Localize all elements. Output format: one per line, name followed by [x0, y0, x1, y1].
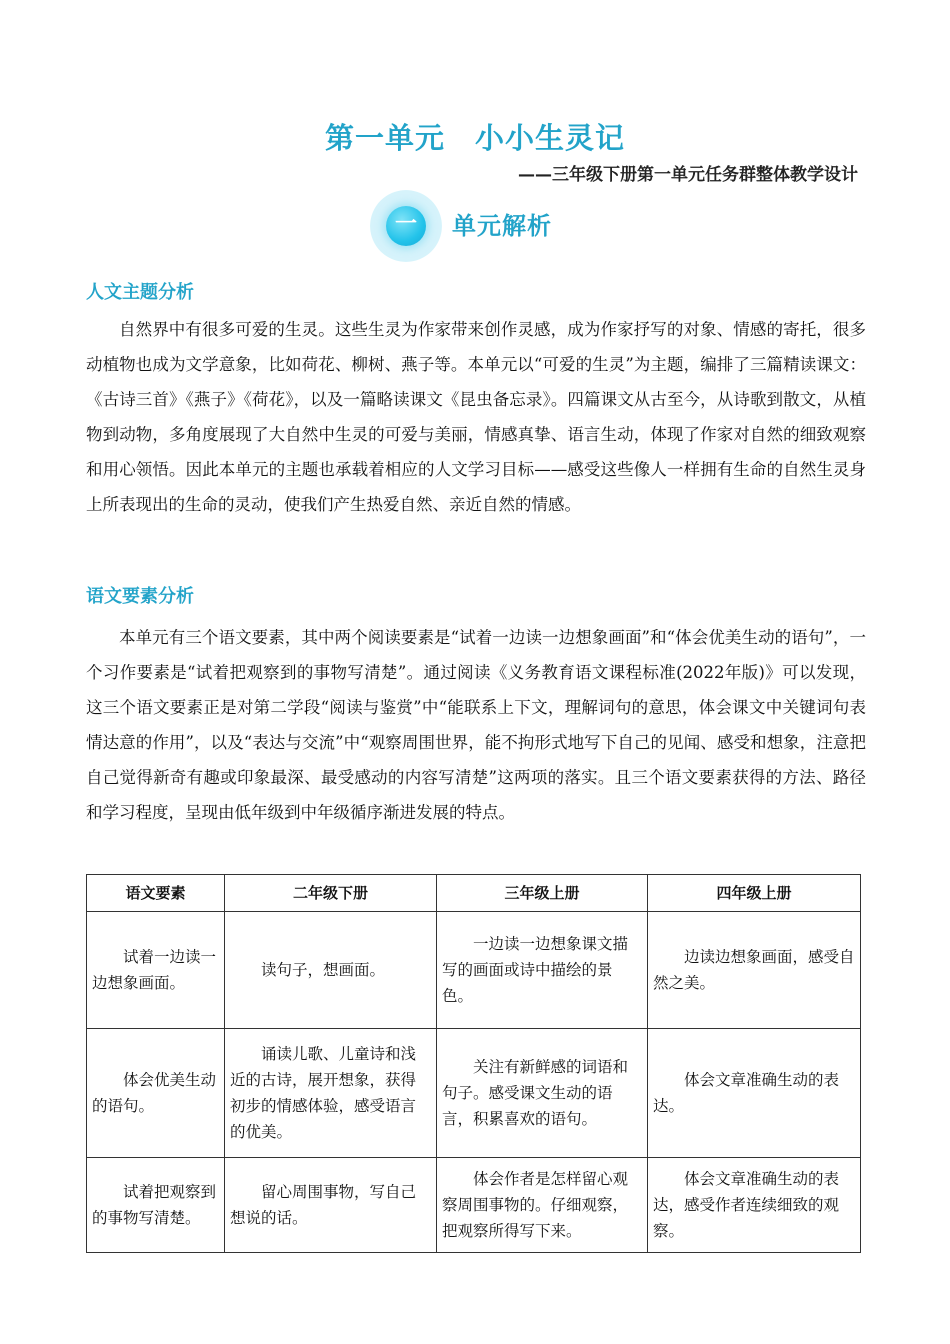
table-cell: 留心周围事物，写自己想说的话。 — [225, 1158, 437, 1253]
humanities-heading: 人文主题分析 — [86, 282, 194, 303]
title-theme: 小小生灵记 — [475, 121, 626, 155]
table-header-cell: 四年级上册 — [648, 875, 861, 912]
table-header-cell: 二年级下册 — [225, 875, 437, 912]
humanities-paragraph: 自然界中有很多可爱的生灵。这些生灵为作家带来创作灵感，成为作家抒写的对象、情感的寄托，很多动植物也成为文学意象，比如荷花、柳树、燕子等。本单元以“可爱的生灵”为主题，编排了三篇精读课文：《古诗三首》《燕子》《荷花》，以及一篇略读课文《昆虫备忘录》。四篇课文从古至今，从诗歌到散文，从植物到动物，多角度展现了大自然中生灵的可爱与美丽，情感真挚、语言生动，体现了作家对自然的细致观察和用心领悟。因此本单元的主题也承载着相应的人文学习目标——感受这些像人一样拥有生命的自然生灵身上所表现出的生命的灵动，使我们产生热爱自然、亲近自然的情感。 — [86, 320, 866, 514]
table-cell: 体会文章准确生动的表达，感受作者连续细致的观察。 — [648, 1158, 861, 1253]
table-header-row — [87, 875, 861, 912]
language-elements-table — [86, 874, 861, 1253]
language-elements-paragraph: 本单元有三个语文要素，其中两个阅读要素是“试着一边读一边想象画面”和“体会优美生动的语句”，一个习作要素是“试着把观察到的事物写清楚”。通过阅读《义务教育语文课程标准(2022年版)》可以发现，这三个语文要素正是对第二学段“阅读与鉴赏”中“能联系上下文，理解词句的意思，体会课文中关键词句表情达意的作用”，以及“表达与交流”中“观察周围世界，能不拘形式地写下自己的见闻、感受和想象，注意把自己觉得新奇有趣或印象最深、最受感动的内容写清楚”这两项的落实。且三个语文要素获得的方法、路径和学习程度，呈现由低年级到中年级循序渐进发展的特点。 — [86, 628, 866, 822]
table-cell: 试着一边读一边想象画面。 — [87, 912, 225, 1029]
language-elements-heading: 语文要素分析 — [86, 586, 194, 607]
table-cell: 关注有新鲜感的词语和句子。感受课文生动的语言，积累喜欢的语句。 — [437, 1029, 648, 1158]
table-cell: 诵读儿歌、儿童诗和浅近的古诗，展开想象，获得初步的情感体验，感受语言的优美。 — [225, 1029, 437, 1158]
table-cell: 边读边想象画面，感受自然之美。 — [648, 912, 861, 1029]
table-cell: 一边读一边想象课文描写的画面或诗中描绘的景色。 — [437, 912, 648, 1029]
section-heading: 单元解析 — [452, 212, 552, 240]
table-row — [87, 1029, 861, 1158]
table-row — [87, 912, 861, 1029]
page-subtitle: ——三年级下册第一单元任务群整体教学设计 — [518, 165, 858, 185]
table-header-cell: 语文要素 — [87, 875, 225, 912]
table-cell: 体会优美生动的语句。 — [87, 1029, 225, 1158]
table-cell: 体会文章准确生动的表达。 — [648, 1029, 861, 1158]
table-cell: 读句子，想画面。 — [225, 912, 437, 1029]
table-row — [87, 1158, 861, 1253]
section-number-badge: 一 — [386, 206, 426, 246]
page-title — [0, 116, 950, 157]
table-cell: 试着把观察到的事物写清楚。 — [87, 1158, 225, 1253]
table-cell: 体会作者是怎样留心观察周围事物的。仔细观察，把观察所得写下来。 — [437, 1158, 648, 1253]
table-header-cell: 三年级上册 — [437, 875, 648, 912]
section-badge — [370, 190, 442, 262]
title-unit: 第一单元 — [324, 121, 445, 155]
